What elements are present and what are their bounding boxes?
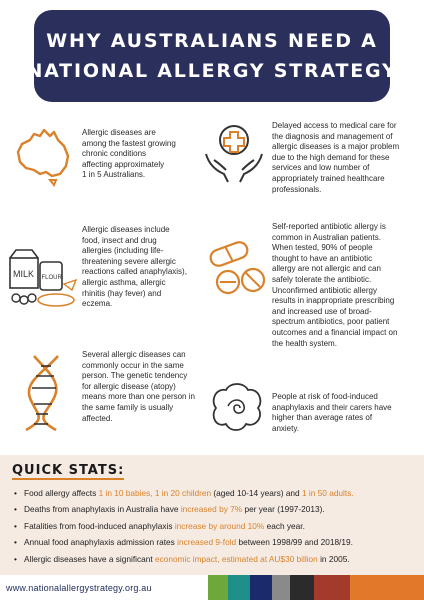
anxious-mind-icon: [206, 380, 268, 436]
text-line: 1 in 5 Australians.: [82, 170, 146, 180]
fact-genetic-text: [82, 350, 208, 424]
stat-item: • Annual food anaphylaxis admission rates increased 9-fold between 1998/99 and 2018/19.: [14, 534, 418, 550]
text-line: When tested, 90% of people: [272, 243, 373, 253]
color-block: [228, 575, 250, 600]
text-line: People at risk of food-induced: [272, 392, 378, 401]
title-banner: [26, 10, 398, 102]
color-block: [350, 575, 424, 600]
text-line: eczema.: [82, 299, 113, 309]
fact-anxiety-text: [272, 392, 420, 434]
text-line: Self-reported antibiotic allergy is: [272, 222, 386, 231]
text-line: Delayed access to medical care for: [272, 121, 397, 130]
text-line: affecting approximately: [82, 159, 165, 169]
text-line: Allergic diseases are: [82, 128, 156, 137]
text-line: results in inappropriate prescribing: [272, 296, 395, 306]
text-line: due to the high demand for these: [272, 152, 390, 162]
quick-stats-section: [0, 455, 424, 575]
color-block: [272, 575, 290, 600]
color-block: [208, 575, 228, 600]
text-line: reactions called anaphylaxis),: [82, 267, 187, 277]
text-line: rhinitis (hay fever) and: [82, 288, 162, 298]
text-line: affected.: [82, 413, 113, 423]
quick-stats-title: QUICK STATS:: [12, 463, 125, 478]
text-line: and increased use of broad-: [272, 306, 372, 316]
text-line: chronic conditions: [82, 149, 147, 159]
color-block: [314, 575, 350, 600]
fact-delayed-access-text: [272, 121, 420, 195]
text-line: anaphylaxis and their carers have: [272, 402, 392, 412]
text-line: food, insect and drug: [82, 235, 157, 245]
text-line: services and low number of: [272, 163, 370, 173]
text-line: allergic asthma, allergic: [82, 277, 166, 287]
food-allergens-icon: [6, 244, 82, 310]
text-line: Unconfirmed antibiotic allergy: [272, 285, 377, 295]
footer: [0, 575, 424, 600]
text-line: thought to have an antibiotic: [272, 253, 373, 263]
text-line: allergies (including life-: [82, 246, 164, 256]
text-line: means more than one person in: [82, 392, 195, 402]
text-line: Several allergic diseases can: [82, 350, 186, 359]
text-line: safely tolerate the antibiotic.: [272, 274, 372, 284]
pills-icon: [206, 238, 268, 298]
text-line: for allergic disease (atopy): [82, 381, 176, 391]
text-line: threatening severe allergic: [82, 256, 176, 266]
title-line-2: NATIONAL ALLERGY STRATEGY: [26, 60, 398, 82]
text-line: the health system.: [272, 338, 337, 348]
text-line: person. The genetic tendency: [82, 371, 188, 381]
text-line: common in Australian patients.: [272, 232, 381, 242]
text-line: outcomes and a financial impact on: [272, 327, 398, 337]
text-line: allergic diseases is a major problem: [272, 142, 400, 152]
text-line: professionals.: [272, 184, 322, 194]
title-line-1: WHY AUSTRALIANS NEED A: [46, 30, 378, 52]
text-line: among the fastest growing: [82, 138, 176, 148]
medical-care-hands-icon: [200, 116, 268, 186]
fact-allergy-types-text: [82, 225, 210, 310]
stat-item: • Fatalities from food-induced anaphylaxis increase by around 10% each year.: [14, 518, 418, 534]
text-line: Allergic diseases include: [82, 225, 170, 234]
text-line: commonly occur in the same: [82, 360, 184, 370]
stat-item: • Deaths from anaphylaxis in Australia have increased by 7% per year (1997-2013).: [14, 501, 418, 517]
milk-label: MILK: [13, 269, 35, 279]
stat-item: • Food allergy affects 1 in 10 babies, 1 in 20 children (aged 10-14 years) and 1 in 50 adults.: [14, 485, 418, 501]
text-line: allergy are not allergic and can: [272, 264, 381, 274]
text-line: spectrum antibiotics, poor patient: [272, 317, 390, 327]
stat-item: • Allergic diseases have a significant economic impact, estimated at AU$30 billion in 2005.: [14, 551, 418, 567]
quick-stats-list: [14, 485, 418, 567]
text-line: the diagnosis and management of: [272, 131, 393, 141]
text-line: the same family is usually: [82, 402, 174, 412]
fact-australia-text: [82, 128, 208, 181]
color-strip: [208, 575, 424, 600]
text-line: anxiety.: [272, 423, 299, 433]
color-block: [290, 575, 314, 600]
fact-antibiotic-text: [272, 222, 420, 349]
color-block: [250, 575, 272, 600]
text-line: appropriately trained healthcare: [272, 173, 385, 183]
dna-icon: [14, 352, 70, 434]
text-line: higher than average rates of: [272, 413, 373, 423]
website-link[interactable]: www.nationalallergystrategy.org.au: [6, 583, 152, 593]
flour-label: FLOUR: [41, 275, 62, 281]
australia-map-icon: [10, 122, 76, 188]
